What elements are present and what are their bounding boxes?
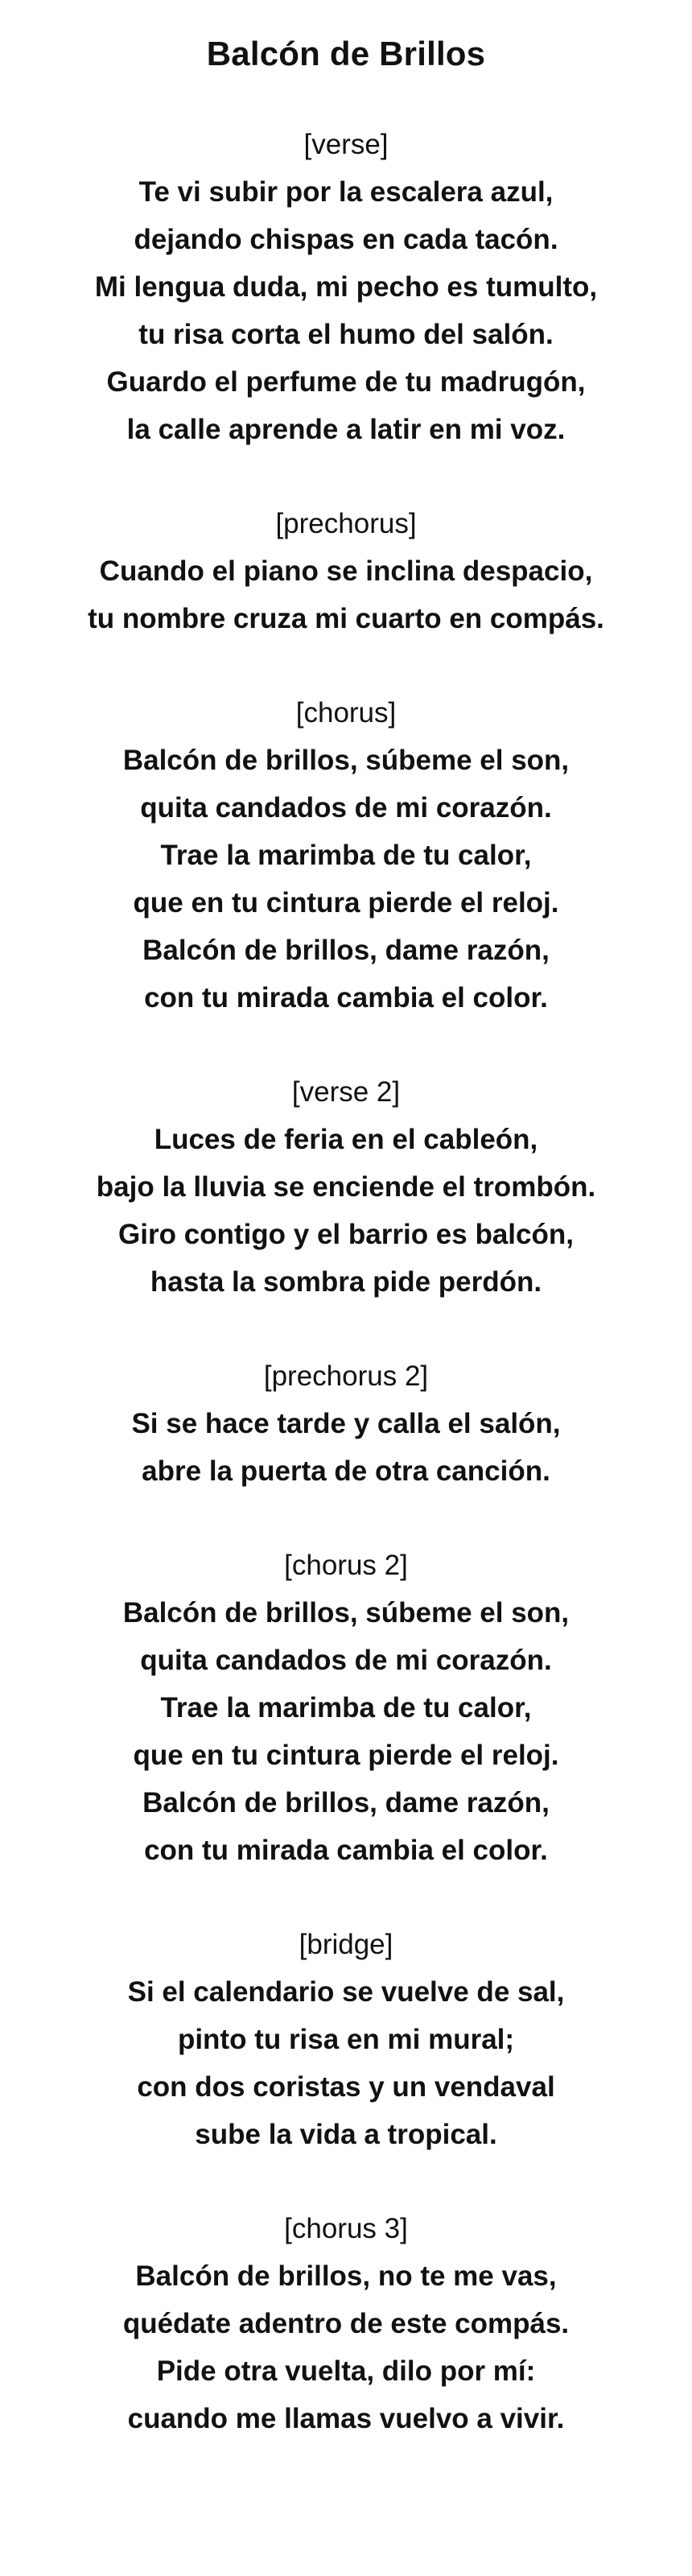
lyric-line: que en tu cintura pierde el reloj. bbox=[133, 887, 559, 919]
lyric-line: cuando me llamas vuelvo a vivir. bbox=[127, 2403, 565, 2434]
section-label: [chorus 3] bbox=[284, 2213, 408, 2244]
lyric-line: Si se hace tarde y calla el salón, bbox=[131, 1408, 561, 1439]
lyric-line: tu nombre cruza mi cuarto en compás. bbox=[88, 603, 604, 634]
lyric-line: con tu mirada cambia el color. bbox=[144, 982, 548, 1013]
lyric-line: que en tu cintura pierde el reloj. bbox=[133, 1740, 559, 1771]
lyric-line: Balcón de brillos, súbeme el son, bbox=[122, 745, 570, 776]
lyrics-section bbox=[0, 1542, 692, 1874]
lyric-line: dejando chispas en cada tacón. bbox=[134, 224, 558, 255]
song-title: Balcón de Brillos bbox=[206, 35, 486, 72]
section-label: [verse 2] bbox=[291, 1076, 401, 1108]
section-label: [prechorus] bbox=[275, 508, 417, 539]
lyric-line: quita candados de mi corazón. bbox=[140, 1645, 552, 1676]
lyric-line: con tu mirada cambia el color. bbox=[144, 1835, 548, 1866]
lyrics-section bbox=[0, 2205, 692, 2442]
section-label: [verse] bbox=[303, 129, 389, 160]
lyric-line: Balcón de brillos, dame razón, bbox=[142, 935, 550, 966]
lyric-line: quédate adentro de este compás. bbox=[122, 2308, 570, 2339]
section-label: [prechorus 2] bbox=[263, 1360, 429, 1392]
section-label: [chorus] bbox=[295, 697, 397, 729]
lyric-line: Trae la marimba de tu calor, bbox=[160, 1692, 532, 1724]
lyric-line: Cuando el piano se inclina despacio, bbox=[99, 555, 593, 587]
lyrics-section bbox=[0, 1352, 692, 1495]
lyric-line: bajo la lluvia se enciende el trombón. bbox=[96, 1171, 596, 1203]
lyric-line: pinto tu risa en mi mural; bbox=[177, 2024, 515, 2055]
lyrics-section bbox=[0, 689, 692, 1022]
lyric-line: Te vi subir por la escalera azul, bbox=[138, 176, 554, 208]
lyric-line: Balcón de brillos, no te me vas, bbox=[135, 2260, 557, 2292]
lyrics-section bbox=[0, 1921, 692, 2158]
lyrics-sections bbox=[0, 121, 692, 2442]
lyric-line: hasta la sombra pide perdón. bbox=[150, 1266, 542, 1298]
lyric-line: con dos coristas y un vendaval bbox=[137, 2071, 555, 2103]
lyric-line: Mi lengua duda, mi pecho es tumulto, bbox=[94, 271, 598, 303]
lyric-line: tu risa corta el humo del salón. bbox=[138, 319, 554, 350]
lyric-line: Balcón de brillos, dame razón, bbox=[142, 1787, 550, 1818]
lyric-line: sube la vida a tropical. bbox=[195, 2119, 497, 2150]
lyric-line: Trae la marimba de tu calor, bbox=[160, 840, 532, 871]
lyrics-section bbox=[0, 1068, 692, 1306]
lyric-line: Giro contigo y el barrio es balcón, bbox=[118, 1219, 574, 1250]
lyric-line: la calle aprende a latir en mi voz. bbox=[126, 414, 566, 445]
lyric-line: Si el calendario se vuelve de sal, bbox=[127, 1976, 565, 2008]
lyrics-section bbox=[0, 121, 692, 453]
lyric-line: abre la puerta de otra canción. bbox=[142, 1455, 550, 1487]
lyric-line: quita candados de mi corazón. bbox=[140, 792, 552, 824]
section-label: [bridge] bbox=[299, 1929, 393, 1960]
lyric-line: Pide otra vuelta, dilo por mí: bbox=[156, 2355, 536, 2387]
lyric-line: Balcón de brillos, súbeme el son, bbox=[122, 1597, 570, 1629]
lyrics-section bbox=[0, 500, 692, 642]
lyric-line: Guardo el perfume de tu madrugón, bbox=[106, 366, 586, 398]
lyric-line: Luces de feria en el cableón, bbox=[154, 1124, 538, 1155]
section-label: [chorus 2] bbox=[284, 1550, 408, 1581]
